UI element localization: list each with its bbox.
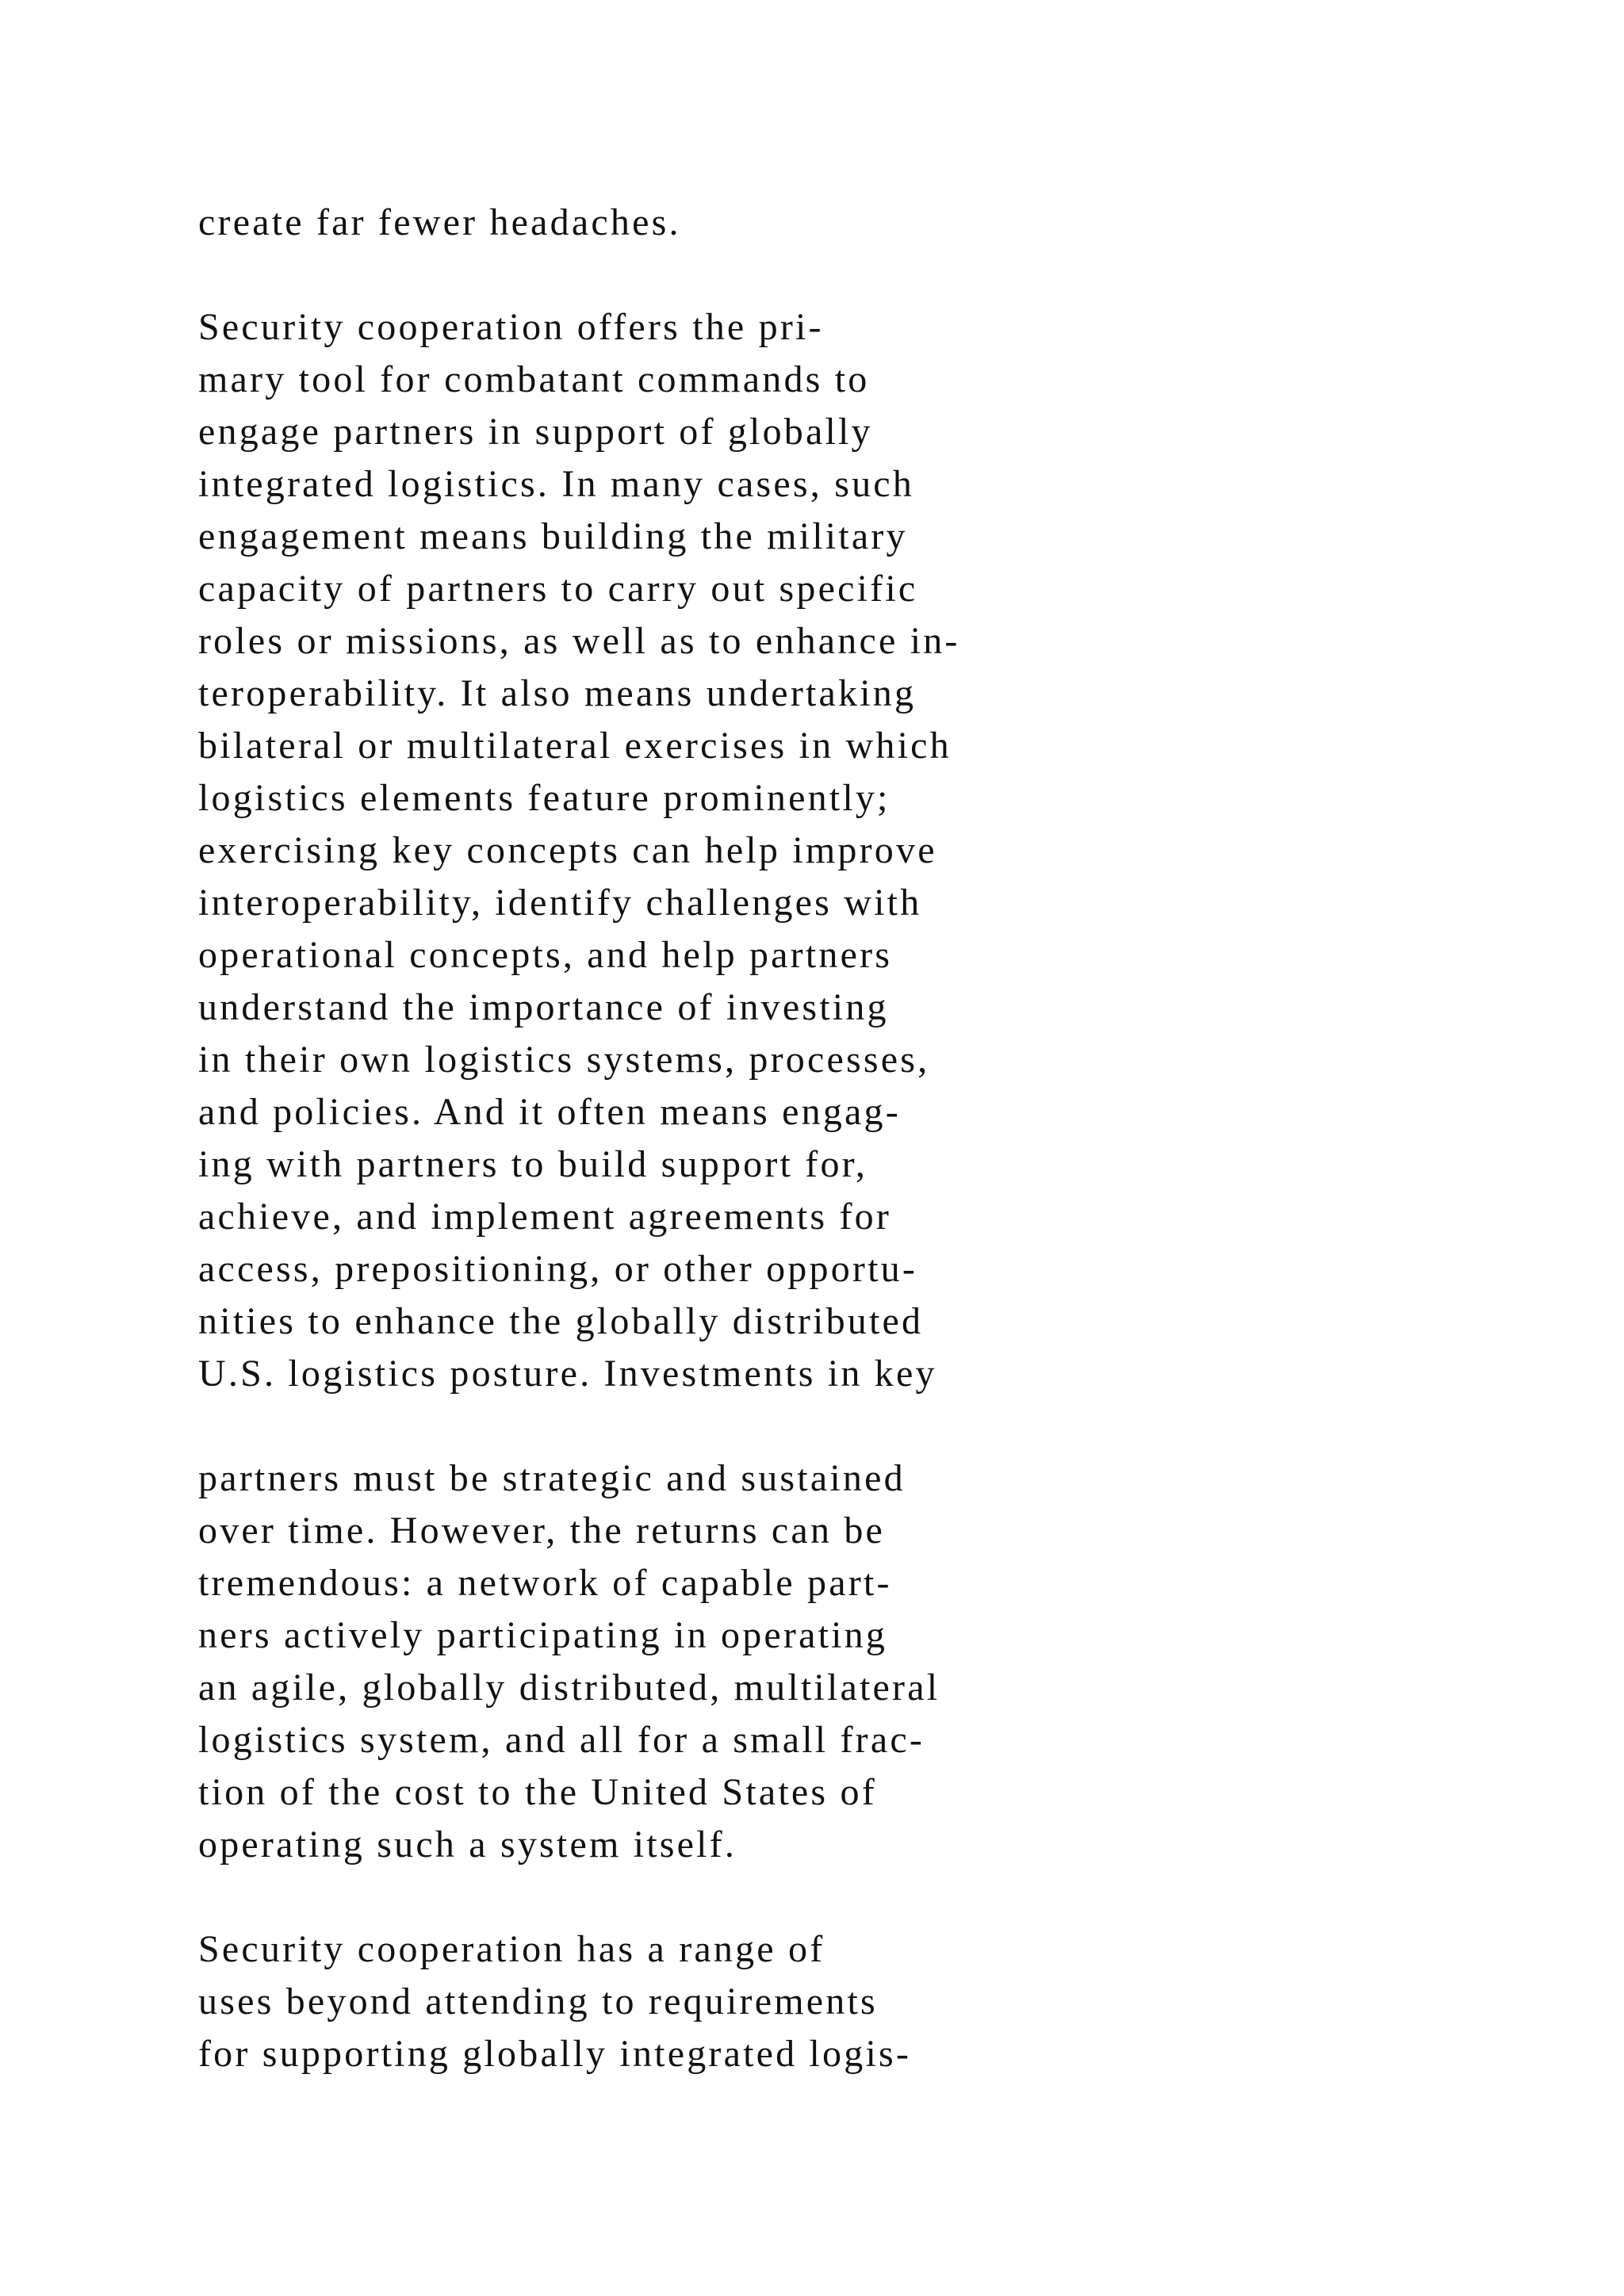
text-line: tion of the cost to the United States of [198, 1771, 877, 1813]
text-line: roles or missions, as well as to enhance in- [198, 620, 960, 662]
text-line: in their own logistics systems, processes, [198, 1039, 930, 1081]
text-line: uses beyond attending to requirements [198, 1980, 878, 2022]
text-line: and policies. And it often means engag- [198, 1091, 901, 1133]
text-line: an agile, globally distributed, multilateral [198, 1667, 940, 1709]
text-line: operating such a system itself. [198, 1823, 737, 1866]
text-line: logistics system, and all for a small frac- [198, 1719, 925, 1761]
text-line: operational concepts, and help partners [198, 934, 893, 976]
text-line: access, prepositioning, or other opportu- [198, 1248, 918, 1290]
paragraph-range-of-uses [198, 1923, 911, 2080]
text-line: ners actively participating in operating [198, 1614, 888, 1656]
text-line: capacity of partners to carry out specific [198, 568, 918, 610]
text-line: nities to enhance the globally distributed [198, 1300, 924, 1342]
text-line: over time. However, the returns can be [198, 1510, 886, 1552]
text-line: mary tool for combatant commands to [198, 358, 870, 400]
text-line: create far fewer headaches. [198, 201, 681, 243]
text-line: ing with partners to build support for, [198, 1143, 868, 1185]
text-line: logistics elements feature prominently; [198, 777, 891, 819]
paragraph-security-cooperation [198, 301, 960, 1400]
text-line: bilateral or multilateral exercises in which [198, 725, 952, 767]
text-line: understand the importance of investing [198, 986, 889, 1028]
text-line: teroperability. It also means undertaking [198, 672, 917, 714]
text-line: engagement means building the military [198, 515, 908, 557]
paragraph-partners-investment [198, 1452, 940, 1871]
text-line: engage partners in support of globally [198, 411, 873, 453]
paragraph-fragment [198, 197, 681, 249]
text-line: Security cooperation offers the pri- [198, 306, 824, 348]
text-line: achieve, and implement agreements for [198, 1196, 892, 1238]
text-line: integrated logistics. In many cases, such [198, 463, 914, 505]
text-line: U.S. logistics posture. Investments in key [198, 1353, 937, 1395]
text-line: interoperability, identify challenges with [198, 882, 922, 924]
text-line: for supporting globally integrated logis- [198, 2033, 912, 2075]
text-line: partners must be strategic and sustained [198, 1457, 906, 1499]
text-line: Security cooperation has a range of [198, 1928, 825, 1970]
text-line: tremendous: a network of capable part- [198, 1562, 892, 1604]
text-line: exercising key concepts can help improve [198, 829, 937, 871]
